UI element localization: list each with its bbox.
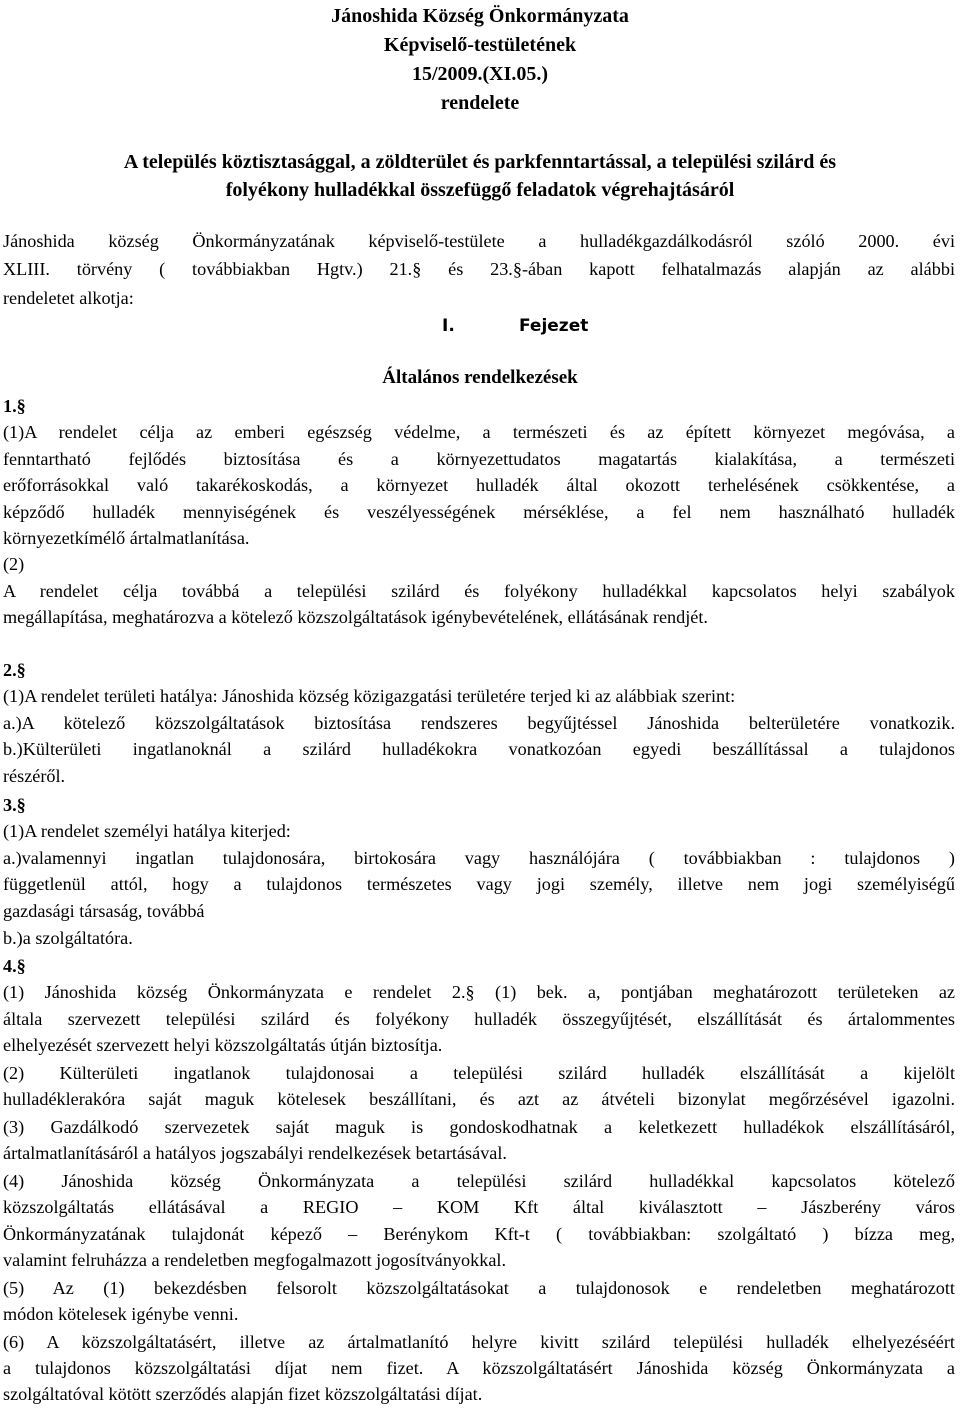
- body-line: (1)A rendelet célja az emberi egészség védelme, a természeti és az épített környezet megóvása, a: [3, 422, 955, 442]
- body-line: függetlenül attól, hogy a tulajdonos természetes vagy jogi személy, illetve nem jogi személyiségű: [3, 874, 955, 894]
- subject-line-1: A település köztisztasággal, a zöldterület és parkfenntartással, a települési szilárd és: [123, 151, 837, 173]
- title-line-2: Képviselő-testületének: [383, 34, 577, 56]
- body-line: b.)Külterületi ingatlanoknál a szilárd hulladékokra vonatkozóan egyedi beszállítással a tulajdonos: [3, 739, 955, 759]
- section-4-heading: 4.§: [3, 956, 26, 976]
- section-1-heading: 1.§: [3, 396, 26, 416]
- body-line: A rendelet célja továbbá a települési szilárd és folyékony hulladékkal kapcsolatos helyi szabályok: [3, 581, 955, 601]
- body-line: (1)A rendelet területi hatálya: Jánoshida község közigazgatási területére terjed ki az alábbiak szerint:: [3, 686, 736, 706]
- section-3-heading: 3.§: [3, 795, 26, 815]
- preamble-line-1: Jánoshida község Önkormányzatának képviselő-testülete a hulladékgazdálkodásról szóló 2000. évi: [3, 231, 955, 251]
- body-line: fenntartható fejlődés biztosítása és a környezettudatos magatartás kialakítása, a természeti: [3, 449, 955, 469]
- section-title: Általános rendelkezések: [382, 367, 578, 388]
- subject-line-2: folyékony hulladékkal összefüggő feladatok végrehajtásáról: [225, 179, 735, 201]
- body-line: (2) Külterületi ingatlanok tulajdonosai a települési szilárd hulladék elszállítását a kijelölt: [3, 1063, 955, 1083]
- body-line: részéről.: [3, 766, 66, 786]
- body-line: megállapítása, meghatározva a kötelező közszolgáltatások igénybevételének, ellátásának rendjét.: [3, 607, 708, 627]
- body-line: (1) Jánoshida község Önkormányzata e rendelet 2.§ (1) bek. a, pontjában meghatározott területeken az: [3, 982, 955, 1002]
- body-line: képződő hulladék mennyiségének és veszélyességének mérséklése, a fel nem használható hulladék: [3, 502, 955, 522]
- body-line: (3) Gazdálkodó szervezetek saját maguk is gondoskodhatnak a keletkezett hulladékok elszállításáról,: [3, 1117, 955, 1137]
- body-line: Önkormányzatának tulajdonát képező – Berénykom Kft-t ( továbbiakban: szolgáltató ) bízza meg,: [3, 1224, 955, 1244]
- section-2-heading: 2.§: [3, 660, 26, 680]
- body-line: közszolgáltatás ellátásával a REGIO – KOM Kft által kiválasztott – Jászberény város: [3, 1197, 955, 1217]
- body-line: erőforrásokkal való takarékoskodás, a környezet hulladék által okozott terhelésének csökkentése, a: [3, 475, 955, 495]
- body-line: (1)A rendelet személyi hatálya kiterjed:: [3, 821, 291, 841]
- body-line: (6) A közszolgáltatásért, illetve az ártalmatlanító helyre kivitt szilárd települési hulladék elhelyezéséért: [3, 1332, 955, 1352]
- title-line-3: 15/2009.(XI.05.): [411, 63, 549, 85]
- body-line: általa szervezett települési szilárd és folyékony hulladék összegyűjtését, elszállítását és ártalommentes: [3, 1009, 955, 1029]
- body-line: gazdasági társaság, továbbá: [3, 901, 205, 921]
- preamble-line-2: XLIII. törvény ( továbbiakban Hgtv.) 21.§ és 23.§-ában kapott felhatalmazás alapján az alábbi: [3, 259, 955, 279]
- body-line: elhelyezését szervezett helyi közszolgáltatás útján biztosítja.: [3, 1035, 443, 1055]
- preamble-line-3: rendeletet alkotja:: [3, 288, 134, 308]
- body-line: hulladéklerakóra saját maguk kötelesek beszállítani, és azt az átvételi bizonylat megőrzésével igazolni.: [3, 1089, 955, 1109]
- title-line-1: Jánoshida Község Önkormányzata: [331, 5, 629, 27]
- body-line: módon kötelesek igénybe venni.: [3, 1304, 239, 1324]
- body-line: a tulajdonos közszolgáltatási díjat nem fizet. A közszolgáltatásért Jánoshida község Önkormányzata a: [3, 1358, 955, 1378]
- chapter-title: Fejezet: [519, 316, 589, 336]
- chapter-number: I.: [442, 316, 455, 336]
- body-line: környezetkímélő ártalmatlanítása.: [3, 528, 250, 548]
- body-line: (5) Az (1) bekezdésben felsorolt közszolgáltatásokat a tulajdonosok e rendeletben meghatározott: [3, 1278, 955, 1298]
- body-line: (2): [3, 554, 25, 574]
- body-line: szolgáltatóval kötött szerződés alapján fizet közszolgáltatási díjat.: [3, 1384, 483, 1404]
- body-line: valamint felruházza a rendeletben megfogalmazott jogosítványokkal.: [3, 1250, 506, 1270]
- body-line: b.)a szolgáltatóra.: [3, 928, 133, 948]
- body-line: a.)valamennyi ingatlan tulajdonosára, birtokosára vagy használójára ( továbbiakban : tulajdonos ): [3, 848, 955, 868]
- body-line: a.)A kötelező közszolgáltatások biztosítása rendszeres begyűjtéssel Jánoshida belterületére vonatkozik.: [3, 713, 955, 733]
- body-line: (4) Jánoshida község Önkormányzata a települési szilárd hulladékkal kapcsolatos kötelező: [3, 1171, 955, 1191]
- title-line-4: rendelete: [440, 92, 520, 114]
- body-line: ártalmatlanításáról a hatályos jogszabályi rendelkezések betartásával.: [3, 1143, 507, 1163]
